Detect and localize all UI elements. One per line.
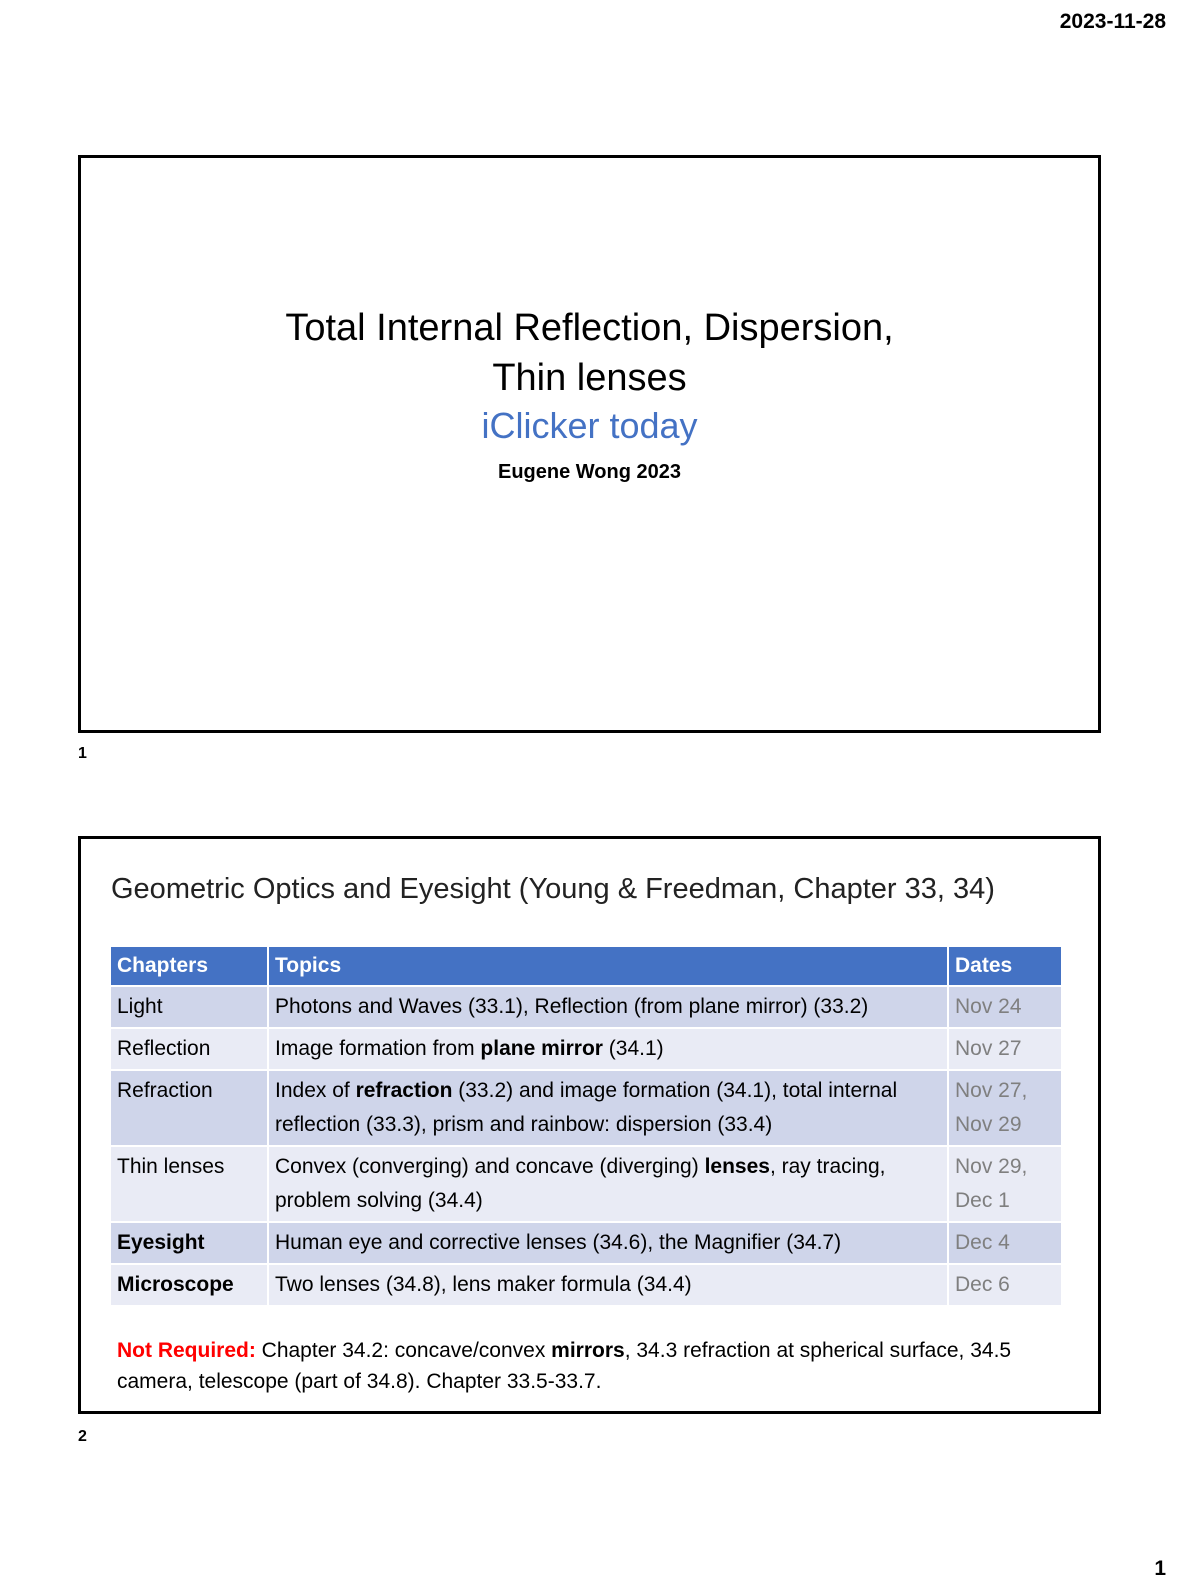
slide-heading: Geometric Optics and Eyesight (Young & Freedman, Chapter 33, 34) xyxy=(111,873,995,905)
slide-title-line-1: Total Internal Reflection, Dispersion, xyxy=(285,307,894,349)
chapter-cell: Reflection xyxy=(111,1028,268,1070)
table-row xyxy=(111,1146,1062,1222)
topic-cell: Two lenses (34.8), lens maker formula (34.4) xyxy=(268,1264,948,1305)
topic-cell: Convex (converging) and concave (diverging) lenses, ray tracing, problem solving (34.4) xyxy=(268,1146,948,1222)
table-row xyxy=(111,1028,1062,1070)
page-number: 1 xyxy=(1154,1557,1166,1580)
slide-1 xyxy=(78,155,1101,733)
slide-number-1: 1 xyxy=(78,745,87,762)
chapter-cell: Microscope xyxy=(111,1264,268,1305)
table-header-row xyxy=(111,947,1062,986)
schedule-table xyxy=(111,947,1063,1305)
column-header-chapters: Chapters xyxy=(111,947,268,986)
slide-subtitle: iClicker today xyxy=(481,405,698,446)
chapter-cell: Light xyxy=(111,986,268,1028)
not-required-note: Not Required: Chapter 34.2: concave/convex mirrors, 34.3 refraction at spherical surface, 34.5 camera, telescope (part of 34.8). Chapter 33.5-33.7. xyxy=(117,1339,1012,1393)
topic-cell: Image formation from plane mirror (34.1) xyxy=(268,1028,948,1070)
chapter-cell: Refraction xyxy=(111,1070,268,1146)
column-header-topics: Topics xyxy=(268,947,948,986)
chapter-cell: Eyesight xyxy=(111,1222,268,1264)
date-cell: Dec 6 xyxy=(948,1264,1062,1305)
topic-cell: Human eye and corrective lenses (34.6), the Magnifier (34.7) xyxy=(268,1222,948,1264)
table-row xyxy=(111,1222,1062,1264)
topic-cell: Index of refraction (33.2) and image formation (34.1), total internal reflection (33.3), prism and rainbow: dispersion (33.4) xyxy=(268,1070,948,1146)
slide-number-2: 2 xyxy=(78,1428,87,1445)
date-cell: Nov 27, Nov 29 xyxy=(948,1070,1062,1146)
slide-title-line-2: Thin lenses xyxy=(492,357,687,399)
chapter-cell: Thin lenses xyxy=(111,1146,268,1222)
date-cell: Nov 27 xyxy=(948,1028,1062,1070)
not-required-label: Not Required: xyxy=(117,1339,256,1362)
table-row xyxy=(111,1070,1062,1146)
date-cell: Nov 24 xyxy=(948,986,1062,1028)
title-block xyxy=(81,303,1098,484)
topic-cell: Photons and Waves (33.1), Reflection (from plane mirror) (33.2) xyxy=(268,986,948,1028)
table-row xyxy=(111,986,1062,1028)
page-date: 2023-11-28 xyxy=(1059,10,1166,33)
date-cell: Nov 29, Dec 1 xyxy=(948,1146,1062,1222)
date-cell: Dec 4 xyxy=(948,1222,1062,1264)
slide-author: Eugene Wong 2023 xyxy=(497,461,681,483)
column-header-dates: Dates xyxy=(948,947,1062,986)
slide-2 xyxy=(78,836,1101,1414)
table-row xyxy=(111,1264,1062,1305)
